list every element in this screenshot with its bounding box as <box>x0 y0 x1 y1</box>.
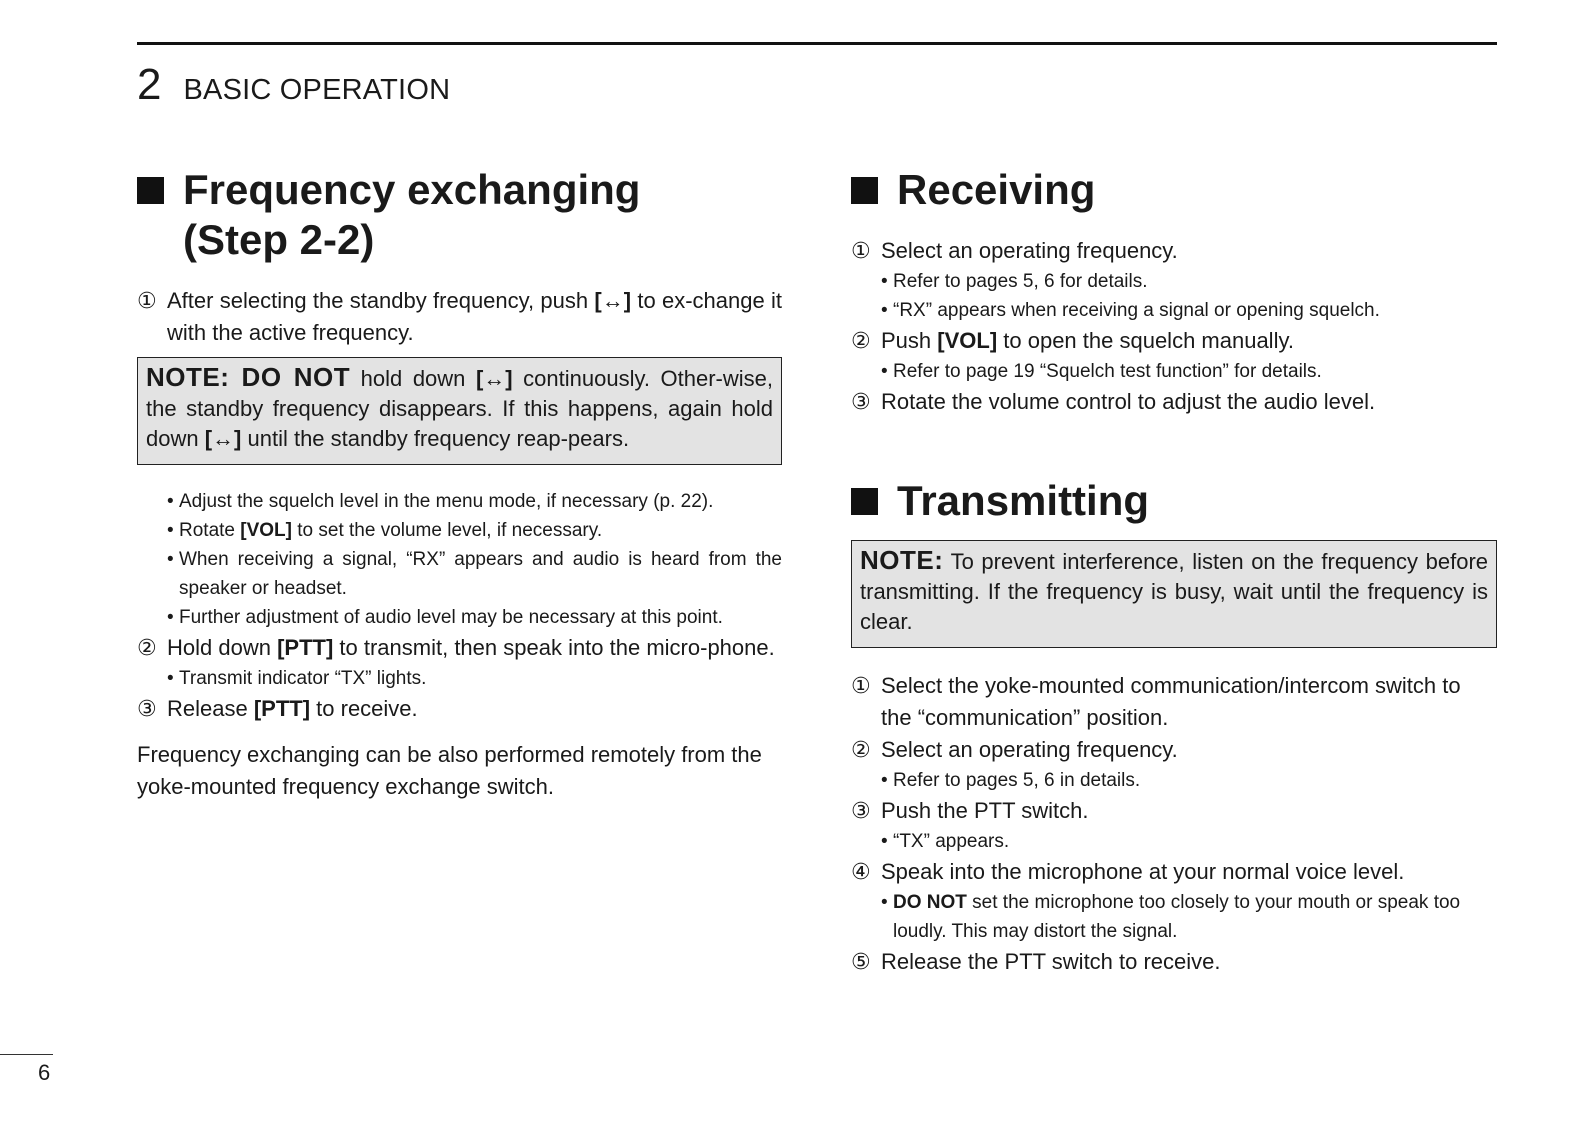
step-1 <box>137 285 782 349</box>
heading-line-2: (Step 2-2) <box>183 216 375 263</box>
bullet-text: to set the volume level, if necessary. <box>291 520 603 541</box>
step-1: ① Select the yoke-mounted communication/intercom switch to the “communication” position. <box>851 670 1497 734</box>
bullet-item: • Rotate [VOL] to set the volume level, if necessary. <box>167 520 603 541</box>
vol-key: [VOL] <box>240 520 292 541</box>
heading-text: Receiving <box>897 166 1096 213</box>
ptt-key: [PTT] <box>277 635 334 660</box>
bullet-item: • When receiving a signal, “RX” appears and audio is heard from the speaker or headset. <box>167 549 782 599</box>
bullet-item: • “RX” appears when receiving a signal or opening squelch. <box>881 300 1380 321</box>
bullet-item: • Refer to pages 5, 6 for details. <box>881 271 1148 292</box>
step-2: ② Select an operating frequency. <box>851 734 1497 766</box>
closing-paragraph: Frequency exchanging can be also performed remotely from the yoke-mounted frequency exchange switch. <box>137 742 762 799</box>
step-marker: ② <box>137 635 157 660</box>
transmitting-steps <box>851 670 1497 978</box>
step-marker: ② <box>851 737 871 762</box>
transmit-note-box <box>851 540 1497 648</box>
bullet-item: • Refer to page 19 “Squelch test function” for details. <box>881 361 1322 382</box>
step-text: to open the squelch manually. <box>997 328 1294 353</box>
note-text: To prevent interference, listen on the frequency before transmitting. If the frequency is busy, wait until the frequency is clear. <box>860 549 1488 634</box>
step-marker: ⑤ <box>851 949 871 974</box>
chapter-number: 2 <box>137 60 162 109</box>
step-3: ③ Rotate the volume control to adjust the audio level. <box>851 386 1497 418</box>
page-number: 6 <box>38 1060 51 1085</box>
step-marker: ① <box>851 238 871 263</box>
bullet-item: • Transmit indicator “TX” lights. <box>167 668 427 689</box>
receiving-heading <box>851 165 1497 215</box>
heading-text: Transmitting <box>897 477 1150 524</box>
step-3 <box>137 693 782 725</box>
step-text: Push <box>881 328 938 353</box>
step-4: ④ Speak into the microphone at your normal voice level. <box>851 856 1497 888</box>
step-marker: ④ <box>851 859 871 884</box>
step-text: to ex-change it with the active frequency. <box>167 288 782 345</box>
note-text: hold down <box>350 366 476 391</box>
chapter-header <box>137 60 450 110</box>
heading-line-1: Frequency exchanging <box>183 166 641 213</box>
bullet-item: • “TX” appears. <box>881 831 1010 852</box>
step-1: ① Select an operating frequency. <box>851 235 1497 267</box>
step-2 <box>851 325 1497 357</box>
step-marker: ① <box>137 288 157 313</box>
step-marker: ① <box>851 673 871 698</box>
receiving-steps <box>851 235 1497 418</box>
step-marker: ③ <box>851 389 871 414</box>
step-text: After selecting the standby frequency, push <box>167 288 595 313</box>
step-marker: ③ <box>851 798 871 823</box>
frequency-exchanging-heading <box>137 165 782 265</box>
bullet-item: • Further adjustment of audio level may be necessary at this point. <box>167 607 723 628</box>
note-text: continuously. Other-wise, the standby frequency disappears. If this happens, again hold down <box>146 366 773 451</box>
ptt-key: [PTT] <box>253 696 311 721</box>
note-lead: NOTE: DO NOT <box>146 362 351 392</box>
vol-key: [VOL] <box>937 328 998 353</box>
do-not-emphasis: DO NOT <box>893 892 967 913</box>
bullet-text: set the microphone too closely to your mouth or speak too loudly. This may distort the signal. <box>893 892 1461 942</box>
heading-square-icon <box>851 177 878 204</box>
heading-square-icon <box>851 488 878 515</box>
step-text: Hold down <box>167 635 278 660</box>
step-2 <box>137 632 782 664</box>
step-5: ⑤ Release the PTT switch to receive. <box>851 946 1497 978</box>
exchange-key: [↔] <box>594 288 632 313</box>
note-lead: NOTE: <box>860 545 944 575</box>
step-text: Release <box>167 696 254 721</box>
heading-square-icon <box>137 177 164 204</box>
step-text: to receive. <box>310 696 418 721</box>
bullet-item: • DO NOT set the microphone too closely to your mouth or speak too loudly. This may distort the signal. <box>881 892 1461 942</box>
frequency-exchanging-section <box>137 165 782 803</box>
bullet-item: • Refer to pages 5, 6 in details. <box>881 770 1141 791</box>
bullet-item: • Adjust the squelch level in the menu mode, if necessary (p. 22). <box>167 491 714 512</box>
step-text: to transmit, then speak into the micro-phone. <box>333 635 775 660</box>
note-text: until the standby frequency reap-pears. <box>241 426 630 451</box>
footer-rule <box>0 1054 53 1055</box>
transmitting-heading <box>851 476 1497 526</box>
step-marker: ② <box>851 328 871 353</box>
top-rule <box>137 42 1497 45</box>
bullet-list <box>137 487 782 632</box>
bullet-text: Rotate <box>179 520 241 541</box>
chapter-title: BASIC OPERATION <box>183 74 451 106</box>
right-column <box>851 165 1497 978</box>
exchange-key: [↔] <box>204 426 242 451</box>
exchange-key: [↔] <box>475 366 513 391</box>
step-3: ③ Push the PTT switch. <box>851 795 1497 827</box>
step-marker: ③ <box>137 696 157 721</box>
note-box <box>137 357 782 465</box>
